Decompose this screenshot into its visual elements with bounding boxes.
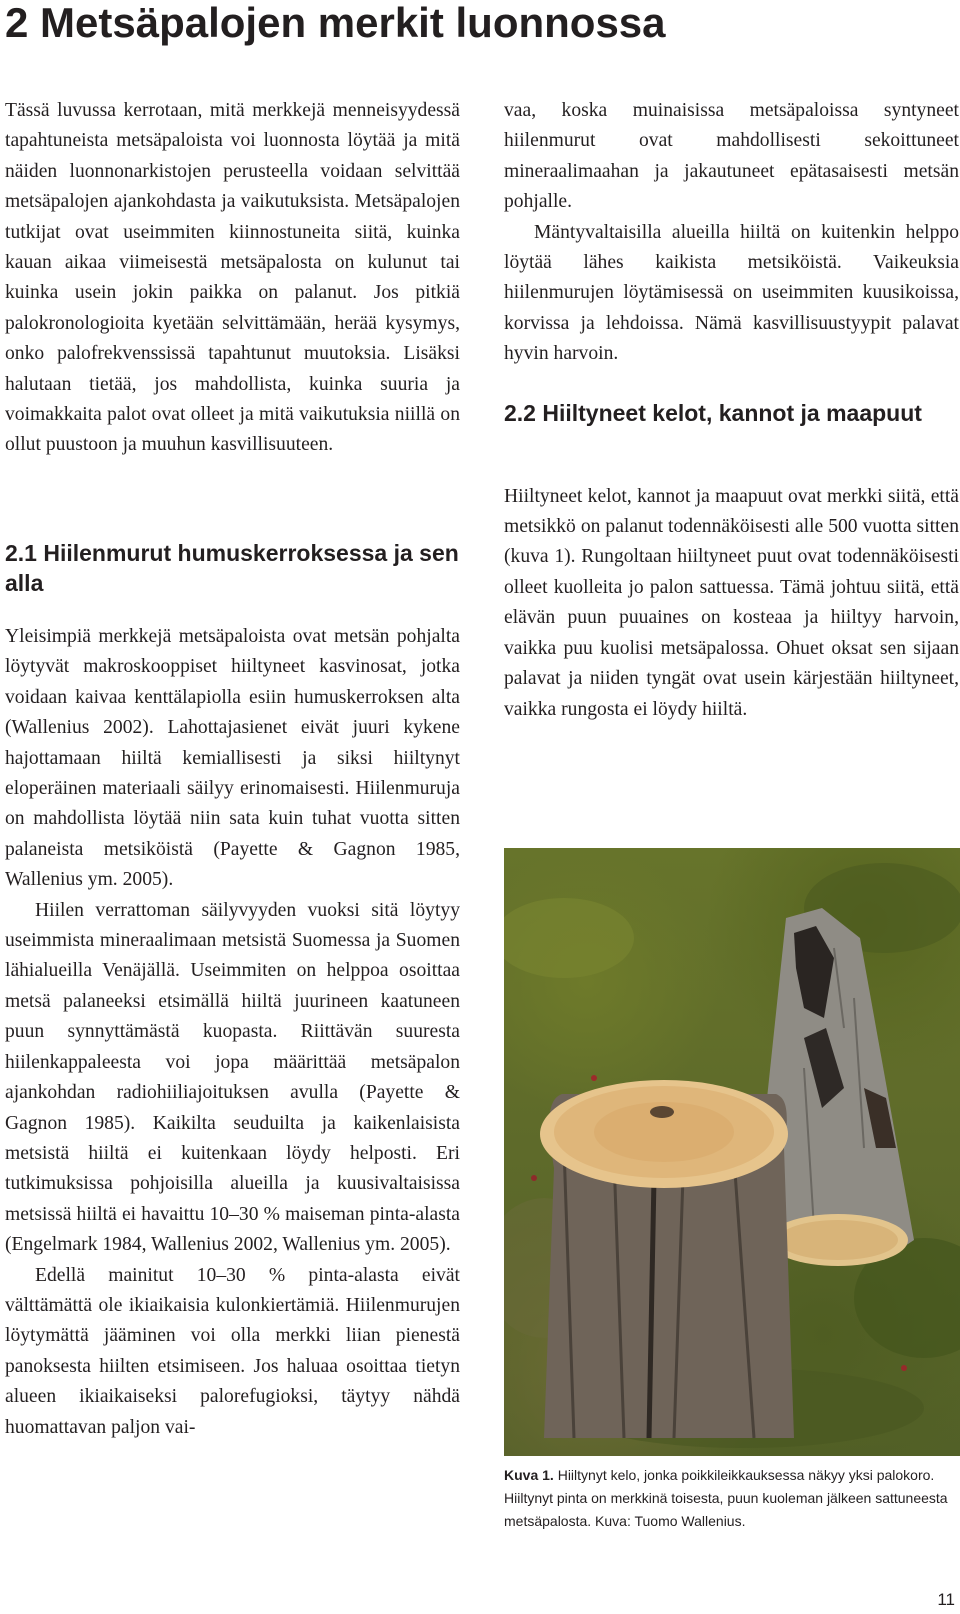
left-column [5,96,460,1443]
intro-paragraph: Tässä luvussa kerrotaan, mitä merkkejä menneisyydessä tapahtuneista metsäpaloista voi luonnosta löytää ja mitä näiden luonnonarkistojen perusteella voidaan selvittää metsäpalojen ajankohdasta ja vaikutuksista. Metsäpalojen tutkijat ovat useimmiten kiinnostuneita siitä, kuinka kauan aikaa viimeisestä metsäpalosta on kulunut tai kuinka usein jokin paikka on palanut. Jos pitkiä palokronologioita kyetään selvittämään, herää kysymys, onko palofrekvenssissä tapahtunut muutoksia. Lisäksi halutaan tietää, jos mahdollista, kuinka suuria ja voimakkaita palot ovat olleet ja mitä vaikutuksia niillä on ollut puustoon ja muuhun kasvillisuuteen. [5,100,460,456]
body-paragraph: vaa, koska muinaisissa metsäpaloissa syntyneet hiilenmurut ovat mahdollisesti sekoittuneet mineraalimaahan ja jakautuneet epätasaisesti metsän pohjalle. [504,100,959,213]
page-number: 11 [937,1590,955,1609]
section-heading-2-2: 2.2 Hiiltyneet kelot, kannot ja maapuut [504,399,922,426]
caption-label: Kuva 1. [504,1467,554,1483]
tree-stump-illustration [504,848,960,1456]
charred-log [766,908,914,1266]
body-paragraph: Hiilen verrattoman säilyvyyden vuoksi sitä löytyy useimmista mineraalimaan metsistä Suomessa ja Suomen lähialueilla Venäjällä. Useimmiten on helppoa osoittaa metsä palaneeksi etsimällä hiiltä juurineen kaatuneen puun synnyttämästä kuopasta. Riittävän suuresta hiilenkappaleesta voi jopa määrittää metsäpalon ajankohdan radiohiiliajoituksen avulla (Payette & Gagnon 1985). Kaikilta seuduilta ja kaikenlaisista metsistä hiiltä ei kuitenkaan löydy helposti. Eri tutkimuksissa pohjoisilla alueilla ja kuusivaltaisissa metsissä hiiltä ei havaittu 10–30 % maiseman pinta-alasta (Engelmark 1984, Wallenius 2002, Wallenius ym. 2005). [5,899,460,1256]
right-column [504,96,959,725]
body-paragraph: Edellä mainitut 10–30 % pinta-alasta eivät välttämättä ole ikiaikaisia kulonkiertämiä. Hiilenmurujen löytymättä jääminen voi olla merkki liian pienestä panoksesta hiilten etsimiseen. Jos haluaa osoittaa tietyn alueen ikiaikaiseksi palorefugioksi, täytyy nähdä huomattavan paljon vai- [5,1264,460,1438]
section-heading-2-1: 2.1 Hiilenmurut humuskerroksessa ja sen alla [5,540,459,596]
body-paragraph: Mäntyvaltaisilla alueilla hiiltä on kuitenkin helppo löytää lähes kaikista metsiköistä. Vaikeuksia hiilenmurujen löytämisessä on useimmiten kuusikoissa, korvissa ja lehdoissa. Nämä kasvillisuustyypit palavat hyvin harvoin. [504,221,959,365]
figure-caption [504,1464,960,1533]
body-paragraph: Yleisimpiä merkkejä metsäpaloista ovat metsän pohjalta löytyvät makroskooppiset hiiltyneet kasvinosat, jotka voidaan kaivaa kenttälapiolla esiin humuskerroksen alta (Wallenius 2002). Lahottajasienet eivät juuri kykene hajottamaan hiiltä kemiallisesti ja siksi hiiltynyt eloperäinen materiaali säilyy erinomaisesti. Hiilenmuruja on mahdollista löytää niin sata kuin tuhat vuotta sitten palaneista metsiköistä (Payette & Gagnon 1985, Wallenius ym. 2005). [5,626,460,891]
caption-text: Hiiltynyt kelo, jonka poikkileikkauksessa näkyy yksi palokoro. Hiiltynyt pinta on merkkinä toisesta, puun kuoleman jälkeen sattuneesta metsäpalosta. Kuva: Tuomo Wallenius. [504,1467,948,1529]
page-title: 2 Metsäpalojen merkit luonnossa [5,0,666,46]
figure-photo [504,848,960,1456]
stump [540,1080,794,1438]
body-paragraph: Hiiltyneet kelot, kannot ja maapuut ovat merkki siitä, että metsikkö on palanut todennäköisesti alle 500 vuotta sitten (kuva 1). Rungoltaan hiiltyneet puut ovat todennäköisesti olleet kuolleita jo palon sattuessa. Tämä johtuu siitä, että elävän puun puuaines on kosteaa ja hiiltyy harvoin, vaikka puu kuolisi metsäpalossa. Ohuet oksat sen sijaan palavat ja niiden tyngät ovat usein kärjestään hiiltyneet, vaikka rungosta ei löydy hiiltä. [504,485,959,720]
